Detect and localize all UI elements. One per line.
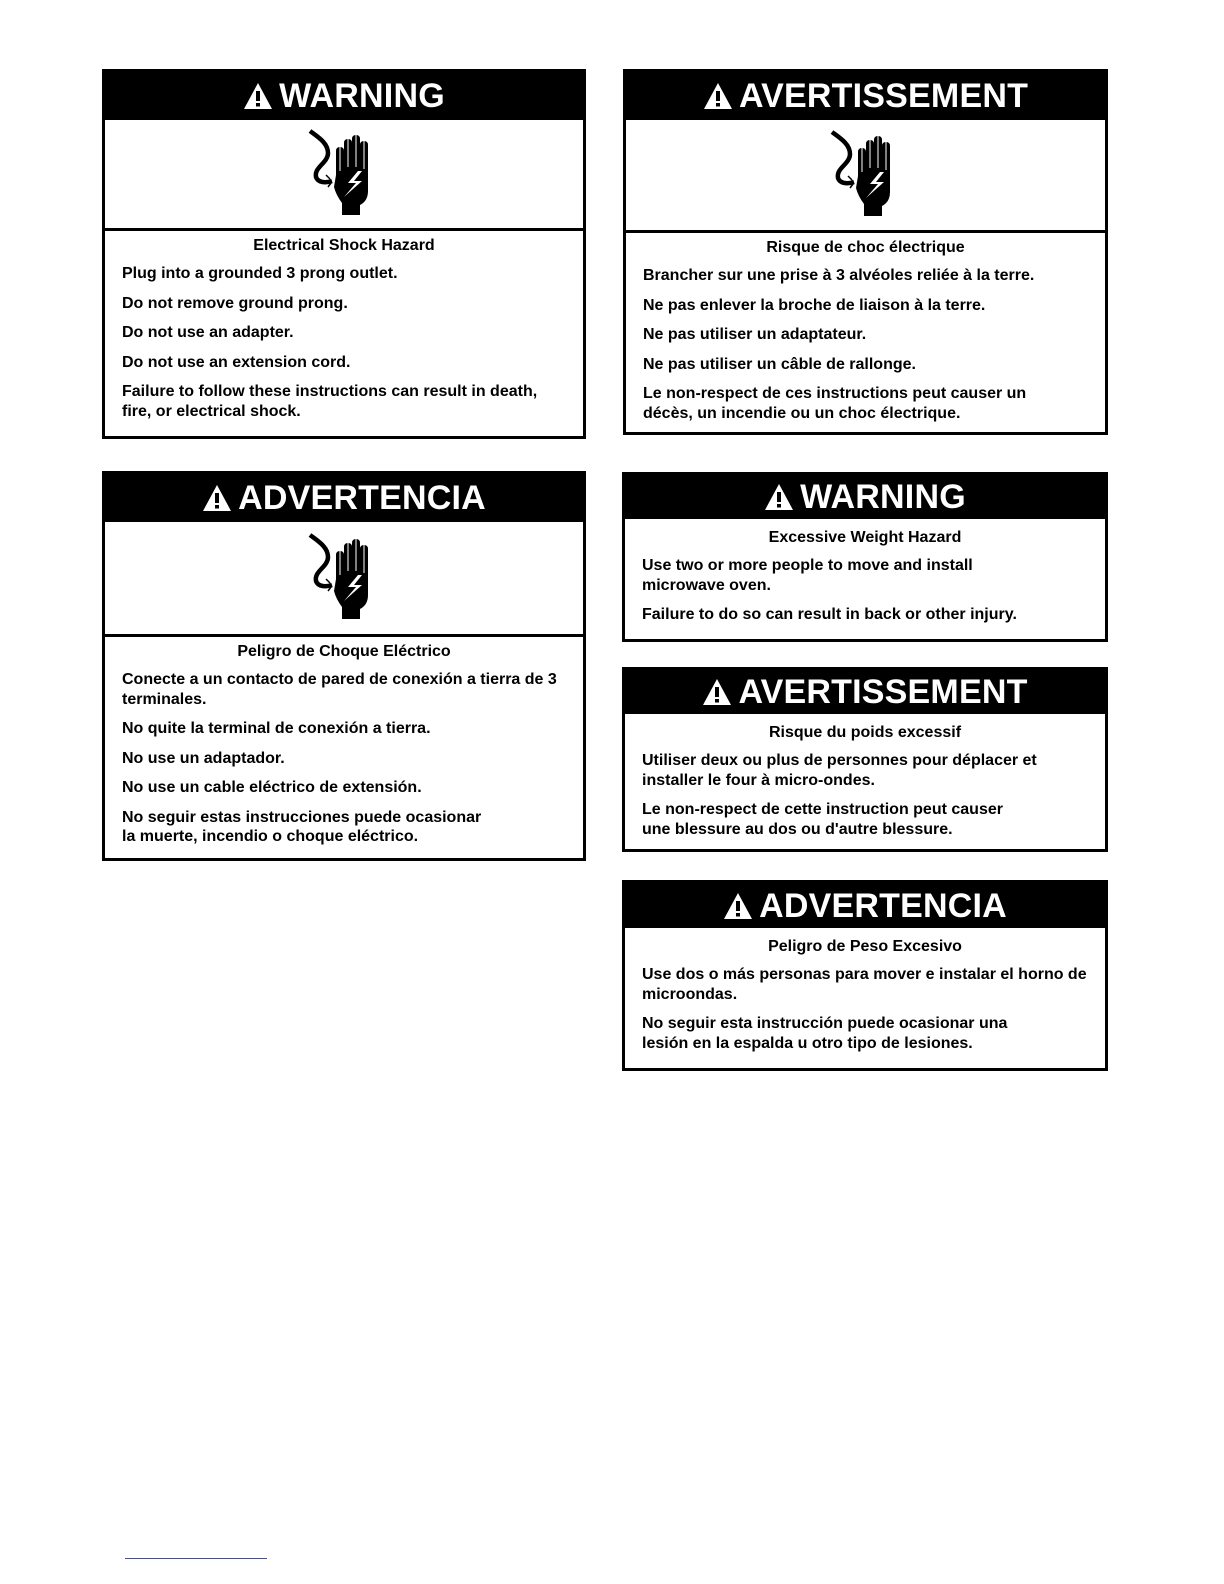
warning-header — [625, 475, 1105, 519]
instruction-line: No seguir esta instrucción puede ocasionar una lesión en la espalda u otro tipo de lesiones. — [642, 1015, 1008, 1052]
warning-title: ADVERTENCIA — [759, 886, 1007, 925]
icon-row — [105, 120, 583, 231]
warning-content — [105, 231, 583, 421]
footer-rule — [125, 1558, 267, 1559]
instruction-line: Use dos o más personas para mover e instalar el horno de microondas. — [642, 966, 1087, 1003]
warning-triangle-icon — [702, 678, 732, 706]
instruction-line: Conecte a un contacto de pared de conexión a tierra de 3 terminales. — [122, 671, 557, 708]
hazard-title: Peligro de Choque Eléctrico — [237, 643, 451, 660]
instruction-line: Plug into a grounded 3 prong outlet. — [122, 265, 398, 282]
warning-triangle-icon — [202, 484, 232, 512]
instruction-line: Use two or more people to move and install microwave oven. — [642, 557, 973, 594]
instruction-line: Do not use an adapter. — [122, 324, 294, 341]
warning-content — [625, 714, 1105, 839]
hazard-title: Risque de choc électrique — [766, 239, 965, 256]
hazard-title: Risque du poids excessif — [768, 724, 962, 741]
hazard-title: Electrical Shock Hazard — [253, 237, 435, 254]
hazard-title: Peligro de Peso Excesivo — [768, 938, 962, 955]
warning-box-weight-es — [622, 880, 1108, 1071]
warning-content — [625, 928, 1105, 1053]
hazard-title: Excessive Weight Hazard — [768, 529, 962, 546]
electrical-shock-hand-icon — [826, 130, 906, 220]
electrical-shock-hand-icon — [304, 129, 384, 219]
warning-box-electrical-en — [102, 69, 586, 439]
instruction-line: No use un adaptador. — [122, 749, 285, 767]
warning-triangle-icon — [723, 892, 753, 920]
warning-box-weight-en — [622, 472, 1108, 642]
warning-triangle-icon — [243, 82, 273, 110]
icon-row — [105, 522, 583, 637]
instruction-line: No use un cable eléctrico de extensión. — [122, 779, 422, 796]
icon-row — [626, 120, 1105, 233]
instruction-line: Ne pas enlever la broche de liaison à la terre. — [643, 296, 986, 314]
warning-content — [626, 233, 1105, 423]
warning-title: WARNING — [279, 77, 445, 115]
warning-content — [625, 519, 1105, 625]
instruction-line: Le non-respect de ces instructions peut causer un décès, un incendie ou un choc électrique. — [643, 385, 1027, 422]
instruction-line: Do not use an extension cord. — [122, 353, 351, 371]
instruction-line: Do not remove ground prong. — [122, 294, 348, 312]
warning-title: ADVERTENCIA — [238, 479, 486, 517]
warning-header — [105, 72, 583, 120]
warning-box-electrical-es — [102, 471, 586, 861]
instruction-line: Le non-respect de cette instruction peut causer une blessure au dos ou d'autre blessure. — [642, 801, 1003, 838]
warning-triangle-icon — [703, 82, 733, 110]
instruction-line: No seguir estas instrucciones puede ocasionar la muerte, incendio o choque eléctrico. — [122, 808, 482, 845]
electrical-shock-hand-icon — [304, 533, 384, 623]
warning-header — [625, 670, 1105, 714]
warning-header — [625, 883, 1105, 928]
warning-content — [105, 637, 583, 847]
warning-title: AVERTISSEMENT — [738, 673, 1028, 711]
warning-title: AVERTISSEMENT — [738, 77, 1029, 115]
warning-title: WARNING — [800, 478, 966, 516]
instruction-line: Ne pas utiliser un câble de rallonge. — [643, 355, 916, 373]
instruction-line: Utiliser deux ou plus de personnes pour déplacer et installer le four à micro-ondes. — [642, 752, 1037, 789]
warning-box-electrical-fr — [623, 69, 1108, 435]
warning-box-weight-fr — [622, 667, 1108, 852]
warning-triangle-icon — [764, 483, 794, 511]
instruction-line: Failure to do so can result in back or other injury. — [642, 606, 1017, 623]
warning-header — [105, 474, 583, 522]
instruction-line: No quite la terminal de conexión a tierra. — [122, 720, 431, 737]
warning-header — [626, 72, 1105, 120]
instruction-line: Ne pas utiliser un adaptateur. — [643, 326, 867, 343]
instruction-line: Failure to follow these instructions can result in death, fire, or electrical shock. — [122, 383, 538, 420]
instruction-line: Brancher sur une prise à 3 alvéoles reliée à la terre. — [643, 267, 1035, 284]
